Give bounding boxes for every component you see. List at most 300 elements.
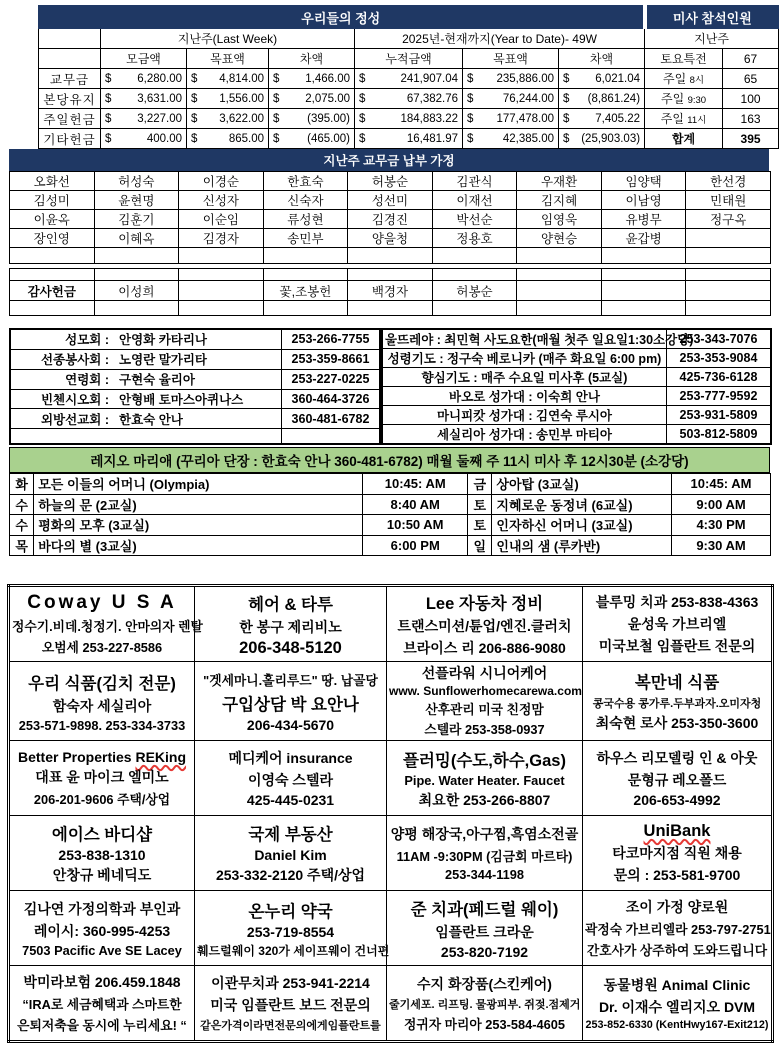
attendance-count: 100	[723, 89, 779, 109]
ad-line: 206-201-9606 주택/상업	[33, 791, 171, 807]
ad-cell	[387, 741, 583, 816]
amount-cell	[187, 129, 269, 149]
offering-row-label: 본당유지	[39, 89, 101, 109]
table-row	[10, 191, 771, 210]
ad-line: 임플란트 크라운	[435, 924, 534, 940]
currency-symbol: $	[191, 132, 198, 145]
ad-title: 온누리 약국	[248, 902, 333, 921]
empty-cell	[263, 269, 348, 281]
ad-title: 양평 해장국,아구찜,흑염소전골	[390, 826, 579, 842]
ministry-info: 세실리아 성가대 : 송민부 마티아	[382, 425, 666, 445]
ministry-info: 울뜨레야 : 최민혁 사도요한(매월 첫주 일요일1:30소강당)	[382, 329, 666, 349]
ad-cell	[583, 966, 773, 1042]
currency-symbol: $	[359, 132, 366, 145]
weekday-cell: 수	[10, 515, 34, 536]
table-row	[10, 429, 380, 444]
payer-name: 신성자	[179, 191, 264, 210]
thanks-donor: 허봉순	[432, 281, 517, 301]
amount-cell	[269, 69, 355, 89]
ministry-phone: 253-777-9592	[666, 387, 771, 406]
amount-cell	[101, 109, 187, 129]
table-row	[9, 891, 773, 966]
currency-symbol: $	[273, 132, 280, 145]
ad-title: 준 치과(페드럴 웨이)	[410, 901, 559, 919]
ad-title: 이관무치과 253-941-2214	[211, 975, 370, 991]
thanks-donor: 이성희	[94, 281, 179, 301]
ad-cell	[9, 816, 195, 891]
table-row	[9, 966, 773, 1042]
payer-name: 양현승	[517, 229, 602, 248]
thanks-donor: 꽃,조봉헌	[263, 281, 348, 301]
empty-cell	[179, 269, 264, 281]
amount-value: 4,814.00	[219, 72, 264, 85]
amount-cell	[559, 129, 645, 149]
payer-name: 허봉순	[348, 172, 433, 191]
ad-title-spellcheck-text: REKing	[135, 748, 187, 765]
ad-line: 은퇴저축을 동시에 누리세요! “	[17, 1018, 187, 1033]
attendance-total-count: 395	[723, 129, 779, 149]
ministry-label: 연령회 :	[65, 373, 109, 388]
payer-name: 허성숙	[94, 172, 179, 191]
ministry-phone: 253-353-9084	[666, 349, 771, 368]
attendance-label-text: 주일	[660, 112, 684, 126]
ad-line: 줄기세포. 리프팅. 물광피부. 쥐젖.점제거	[389, 998, 581, 1011]
ministry-phone: 253-227-0225	[281, 369, 380, 389]
empty-cell	[432, 301, 517, 316]
ministry-contact-name: 한효숙 안나	[119, 412, 183, 427]
empty-cell	[10, 301, 95, 316]
weekday-cell: 목	[10, 535, 34, 556]
ad-cell	[583, 891, 773, 966]
ad-title: 동물병원 Animal Clinic	[603, 977, 751, 993]
currency-symbol: $	[191, 92, 198, 105]
payer-name: 김관식	[432, 172, 517, 191]
ministry-phone: 253-266-7755	[281, 329, 380, 349]
ad-line: 문형규 레오폴드	[627, 772, 727, 788]
table-row	[10, 409, 380, 429]
ad-title: 김나연 가정의학과 부인과	[23, 900, 181, 917]
payer-name: 성선미	[348, 191, 433, 210]
ad-line: 253-332-2120 주택/상업	[215, 867, 366, 883]
amount-cell	[463, 129, 559, 149]
empty-cell	[601, 269, 686, 281]
meeting-time: 4:30 PM	[672, 515, 771, 536]
ad-line: 미국 임플란트 보드 전문의	[210, 997, 371, 1013]
praesidium-name: 바다의 별 (3교실)	[34, 535, 363, 556]
ad-line: 브라이스 리 206-886-9080	[403, 640, 566, 656]
ad-cell	[583, 816, 773, 891]
empty-cell	[517, 301, 602, 316]
ministry-label: 선종봉사회 :	[40, 353, 109, 368]
payer-name: 이남영	[601, 191, 686, 210]
attendance-label-sub: 9:30	[687, 95, 707, 106]
payer-name: 이윤옥	[10, 210, 95, 229]
ad-title: Coway U S A	[27, 592, 177, 613]
attendance-count: 67	[723, 49, 779, 69]
ad-line: 253-719-8554	[246, 923, 335, 940]
currency-symbol: $	[105, 92, 112, 105]
ministry-cell	[10, 349, 281, 369]
currency-symbol: $	[563, 72, 570, 85]
currency-symbol: $	[191, 112, 198, 125]
currency-symbol: $	[467, 132, 474, 145]
currency-symbol: $	[359, 92, 366, 105]
table-row	[10, 210, 771, 229]
empty-cell	[348, 301, 433, 316]
payer-name: 김훈기	[94, 210, 179, 229]
ad-cell	[195, 966, 387, 1042]
amount-cell	[355, 69, 463, 89]
amount-cell	[187, 109, 269, 129]
weekday-cell: 수	[10, 494, 34, 515]
praesidium-name: 지혜로운 동정녀 (6교실)	[492, 494, 672, 515]
payer-name: 정용호	[432, 229, 517, 248]
ad-title: "겟세마니.홀리루드" 땅. 납골당	[203, 672, 378, 688]
table-row	[382, 329, 771, 349]
ad-cell	[583, 586, 773, 662]
empty-cell	[10, 269, 95, 281]
ad-line: 간호사가 상주하여 도와드립니다	[586, 943, 768, 958]
meeting-time: 9:30 AM	[672, 535, 771, 556]
ministry-contact-name: 노영란 말가리타	[119, 353, 207, 368]
ad-cell	[387, 586, 583, 662]
attendance-count: 163	[723, 109, 779, 129]
ad-line: 스텔라 253-358-0937	[424, 722, 545, 737]
ad-cell	[387, 966, 583, 1042]
payer-name: 김경진	[348, 210, 433, 229]
ad-line: 253-820-7192	[440, 944, 529, 960]
weekday-cell: 금	[468, 474, 492, 495]
amount-value: 177,478.00	[496, 112, 554, 125]
col-header-diff-ytd: 차액	[559, 49, 645, 69]
amount-cell	[269, 89, 355, 109]
amount-value: 7,405.22	[595, 112, 641, 125]
ad-title: 블루밍 치과 253-838-4363	[595, 594, 759, 610]
ad-line: 정귀자 마리아 253-584-4605	[404, 1016, 565, 1032]
amount-value: 16,481.97	[406, 132, 458, 145]
empty-cell	[686, 248, 771, 264]
attendance-label	[645, 89, 723, 109]
currency-symbol: $	[105, 132, 112, 145]
ministry-phone: 360-464-3726	[281, 389, 380, 409]
ad-title: 플러밍(수도,하수,Gas)	[403, 751, 566, 770]
amount-value: (8,861.24)	[587, 92, 641, 105]
attendance-label	[645, 109, 723, 129]
contacts-left-table	[9, 328, 381, 445]
ad-line: 윤성욱 가브리엘	[627, 616, 727, 632]
empty-cell	[601, 248, 686, 264]
ad-cell	[583, 741, 773, 816]
table-row	[10, 248, 771, 264]
amount-cell	[269, 129, 355, 149]
praesidium-name: 하늘의 문 (2교실)	[34, 494, 363, 515]
table-row	[10, 281, 771, 301]
payer-name: 박선순	[432, 210, 517, 229]
amount-cell	[187, 69, 269, 89]
payer-name: 류성현	[263, 210, 348, 229]
amount-value: (395.00)	[307, 112, 350, 125]
payers-title-bar: 지난주 교무금 납부 가정	[9, 149, 769, 171]
amount-cell	[559, 89, 645, 109]
empty-cell	[348, 269, 433, 281]
amount-value: 6,280.00	[137, 72, 182, 85]
ad-line: 곽정숙 가브리엘라 253-797-2751	[585, 922, 771, 937]
currency-symbol: $	[273, 72, 280, 85]
ad-cell	[9, 966, 195, 1042]
attendance-label-sub: 11시	[687, 115, 707, 126]
table-row	[382, 406, 771, 425]
meeting-time: 10:45: AM	[363, 474, 468, 495]
ministry-info: 바오로 성가대 : 이숙희 안나	[382, 387, 666, 406]
ad-line: 대표 윤 마이크 엘미노	[35, 768, 169, 785]
ad-line: 같은가격이라면전문의에게임플란트를	[200, 1020, 381, 1032]
ministry-contact-name: 안영화 카타리나	[119, 333, 207, 348]
table-row	[39, 109, 779, 129]
attendance-label	[645, 69, 723, 89]
payer-name: 송민부	[263, 229, 348, 248]
amount-value: 184,883.22	[400, 112, 458, 125]
table-row	[10, 474, 771, 495]
ad-cell	[195, 816, 387, 891]
ad-line: 253-838-1310	[58, 847, 146, 863]
ministry-phone: 425-736-6128	[666, 368, 771, 387]
ad-line: 한 봉구 제리비노	[239, 618, 342, 635]
currency-symbol: $	[563, 112, 570, 125]
ad-line: 훼드럴웨이 320가 세이프웨이 건너편	[197, 943, 390, 958]
empty-cell	[686, 301, 771, 316]
col-header-accum: 누적금액	[355, 49, 463, 69]
amount-value: 400.00	[146, 132, 182, 145]
thanks-donor	[179, 281, 264, 301]
empty-cell	[179, 301, 264, 316]
meeting-time: 10:45: AM	[672, 474, 771, 495]
payer-name: 임양택	[601, 172, 686, 191]
attendance-group-header: 지난주	[645, 29, 779, 49]
empty-cell	[39, 29, 101, 49]
table-row	[39, 129, 779, 149]
thanks-donor	[686, 281, 771, 301]
amount-value: 865.00	[228, 132, 264, 145]
ad-line: 206-348-5120	[239, 638, 342, 657]
ad-cell	[387, 662, 583, 741]
ministry-cell	[10, 389, 281, 409]
currency-symbol: $	[467, 72, 474, 85]
thanks-donor: 백경자	[348, 281, 433, 301]
amount-value: 3,622.00	[219, 112, 264, 125]
ad-cell	[387, 891, 583, 966]
ad-line: 206-653-4992	[633, 792, 721, 808]
table-row	[10, 229, 771, 248]
ad-line: 425-445-0231	[246, 792, 335, 808]
amount-value: 6,021.04	[595, 72, 641, 85]
amount-cell	[463, 109, 559, 129]
empty-cell	[432, 269, 517, 281]
ad-title: 메디케어 insurance	[228, 750, 353, 766]
amount-value: 42,385.00	[502, 132, 554, 145]
table-row	[10, 172, 771, 191]
table-row	[382, 387, 771, 406]
payer-name: 우재환	[517, 172, 602, 191]
table-row	[39, 89, 779, 109]
ad-line: 타코마지점 직원 채용	[612, 844, 742, 861]
amount-cell	[355, 109, 463, 129]
table-row	[10, 329, 380, 349]
payer-name: 김성미	[10, 191, 95, 210]
ad-title-text: Better Properties	[17, 748, 136, 765]
bulletin-page	[0, 5, 780, 1033]
table-row	[10, 369, 380, 389]
ad-title: 조이 가정 양로원	[625, 899, 729, 915]
col-header-diff: 차액	[269, 49, 355, 69]
attendance-label: 토요특전	[645, 49, 723, 69]
ad-cell	[387, 816, 583, 891]
payer-name: 장인영	[10, 229, 95, 248]
empty-cell	[263, 248, 348, 264]
table-row	[39, 29, 779, 49]
col-header-collected: 모금액	[101, 49, 187, 69]
empty-cell	[348, 248, 433, 264]
thanks-offering-table	[9, 268, 771, 316]
payer-name: 양을청	[348, 229, 433, 248]
payer-name: 이혜옥	[94, 229, 179, 248]
empty-cell	[517, 248, 602, 264]
amount-value: 1,466.00	[305, 72, 350, 85]
ad-line: www. Sunflowerhomecarewa.com	[389, 684, 582, 698]
ad-cell	[195, 741, 387, 816]
ministry-label: 빈첸시오회 :	[40, 393, 109, 408]
ad-line: 206-434-5670	[246, 716, 335, 733]
ministry-info: 향심기도 : 매주 수요일 미사후 (5교실)	[382, 368, 666, 387]
ad-title: 하우스 리모델링 인 & 아웃	[596, 750, 758, 766]
weekday-cell: 토	[468, 494, 492, 515]
ministry-label: 외방선교회 :	[40, 412, 109, 427]
ad-line: 콩국수용 콩가루.두부과자.오미자청	[592, 698, 762, 710]
amount-cell	[269, 109, 355, 129]
ministry-phone: 253-931-5809	[666, 406, 771, 425]
payer-name: 임영욱	[517, 210, 602, 229]
table-row	[10, 269, 771, 281]
meeting-time: 9:00 AM	[672, 494, 771, 515]
table-row	[39, 49, 779, 69]
ministry-contact-name: 구현숙 율리아	[119, 373, 195, 388]
currency-symbol: $	[467, 92, 474, 105]
table-row	[10, 349, 380, 369]
amount-value: 2,075.00	[305, 92, 350, 105]
ministry-phone: 360-481-6782	[281, 409, 380, 429]
amount-value: (465.00)	[307, 132, 350, 145]
amount-value: 67,382.76	[406, 92, 458, 105]
meeting-time: 6:00 PM	[363, 535, 468, 556]
payer-name: 한효숙	[263, 172, 348, 191]
amount-cell	[101, 129, 187, 149]
empty-cell	[517, 269, 602, 281]
amount-value: 235,886.00	[496, 72, 554, 85]
ad-title: 우리 식품(김치 전문)	[28, 674, 176, 693]
amount-cell	[463, 69, 559, 89]
ministry-info: 마니피캇 성가대 : 김연숙 루시아	[382, 406, 666, 425]
praesidium-name: 인자하신 어머니 (3교실)	[492, 515, 672, 536]
empty-cell	[263, 301, 348, 316]
ytd-group-header: 2025년-현재까지(Year to Date)- 49W	[355, 29, 645, 49]
payer-name: 이경순	[179, 172, 264, 191]
ad-line: 7503 Pacific Ave SE Lacey	[22, 942, 182, 958]
table-row	[9, 586, 773, 662]
ad-title: UniBank	[643, 821, 711, 840]
ad-cell	[9, 741, 195, 816]
currency-symbol: $	[105, 72, 112, 85]
ad-line: 안창규 베네딕도	[52, 867, 152, 883]
attendance-label-text: 주일	[663, 72, 687, 86]
amount-cell	[463, 89, 559, 109]
amount-value: (25,903.03)	[581, 132, 641, 145]
ad-title: 국제 부동산	[248, 826, 333, 844]
ad-cell	[9, 891, 195, 966]
currency-symbol: $	[191, 72, 198, 85]
ministry-phone: 253-343-7076	[666, 329, 771, 349]
thanks-donor	[517, 281, 602, 301]
payer-name	[686, 229, 771, 248]
payer-name: 윤갑병	[601, 229, 686, 248]
ad-title: 헤어 & 타투	[248, 595, 333, 614]
empty-cell	[601, 301, 686, 316]
currency-symbol: $	[273, 112, 280, 125]
ministry-label: 성모회 :	[65, 333, 109, 348]
ad-line: 트랜스미션/튠업/엔진.클러치	[397, 618, 572, 634]
amount-cell	[101, 69, 187, 89]
currency-symbol: $	[105, 112, 112, 125]
currency-symbol: $	[359, 72, 366, 85]
ad-line: 레이시: 360-995-4253	[33, 922, 171, 939]
ad-line: 문의 : 253-581-9700	[613, 866, 741, 883]
currency-symbol: $	[273, 92, 280, 105]
currency-symbol: $	[359, 112, 366, 125]
ministry-cell	[10, 369, 281, 389]
empty-cell	[179, 248, 264, 264]
table-row	[9, 662, 773, 741]
meeting-time: 10:50 AM	[363, 515, 468, 536]
payer-name: 이재선	[432, 191, 517, 210]
table-row	[10, 494, 771, 515]
empty-cell	[39, 49, 101, 69]
praesidium-name: 인내의 샘 (루카반)	[492, 535, 672, 556]
amount-value: 3,227.00	[137, 112, 182, 125]
ministry-info: 성령기도 : 정구숙 베로니카 (매주 화요일 6:00 pm)	[382, 349, 666, 368]
ad-line: 최숙현 로사 253-350-3600	[595, 715, 759, 731]
currency-symbol: $	[563, 92, 570, 105]
payer-name: 정구옥	[686, 210, 771, 229]
table-row	[382, 349, 771, 368]
payer-name: 김경자	[179, 229, 264, 248]
empty-cell	[94, 269, 179, 281]
empty-cell	[281, 429, 380, 444]
table-row	[10, 535, 771, 556]
amount-cell	[559, 109, 645, 129]
empty-cell	[10, 248, 95, 264]
payer-name: 오화선	[10, 172, 95, 191]
ad-line: 정수기.비데.청정기. 안마의자 렌탈	[12, 619, 203, 634]
offering-row-label: 기타헌금	[39, 129, 101, 149]
ad-line: 산후관리 미국 친정맘	[425, 702, 544, 717]
ad-line: “IRA로 세금혜택과 스마트한	[22, 997, 182, 1012]
ministry-contact-name: 안형배 토마스아퀴나스	[119, 393, 244, 408]
ad-line: 253-852-6330 (KentHwy167-Exit212)	[585, 1019, 769, 1031]
ad-cell	[195, 662, 387, 741]
attendance-count: 65	[723, 69, 779, 89]
offering-row-label: 교무금	[39, 69, 101, 89]
ad-cell	[9, 662, 195, 741]
ad-title: 수지 화장품(스킨케어)	[417, 975, 552, 992]
ministry-cell	[10, 329, 281, 349]
